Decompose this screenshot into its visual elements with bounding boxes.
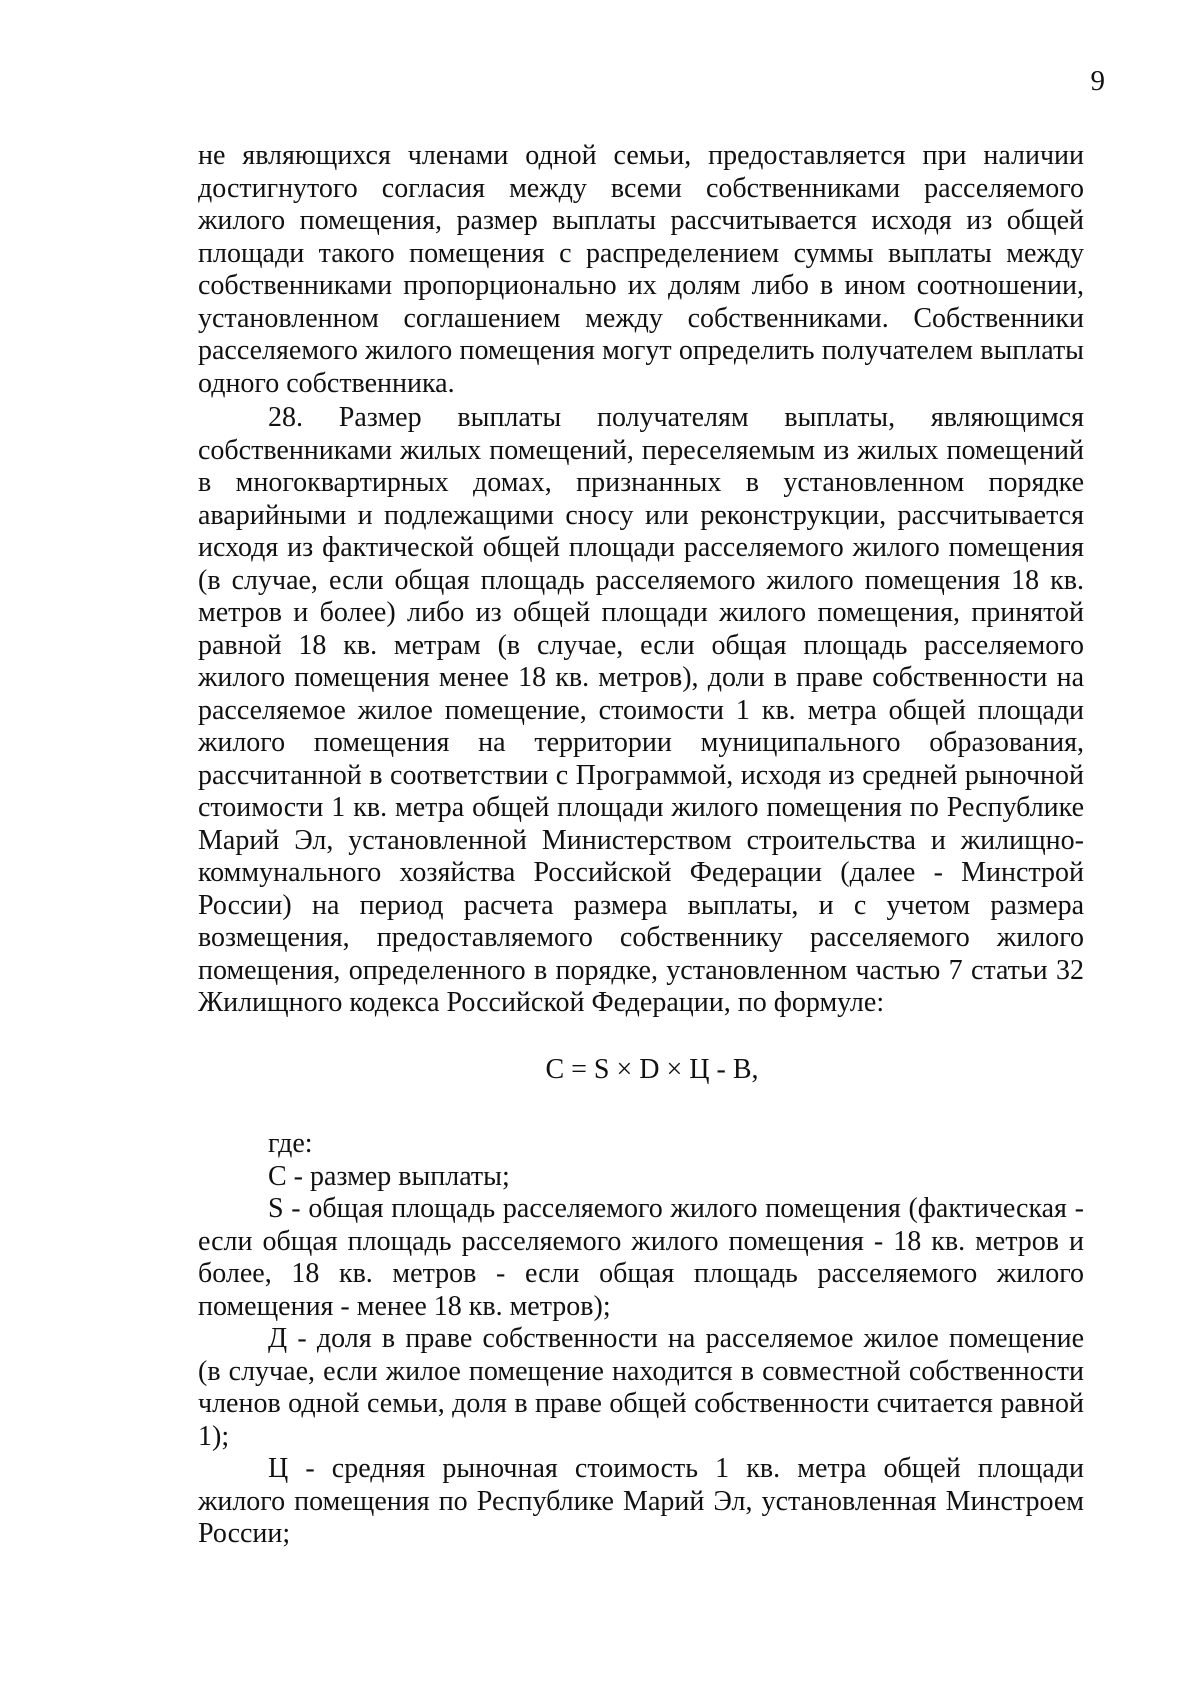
- definition-ts: Ц - средняя рыночная стоимость 1 кв. метра общей площади жилого помещения по Республике Марий Эл, установленная Минстроем России;: [198, 1453, 1084, 1549]
- definition-c: C - размер выплаты;: [268, 1160, 510, 1192]
- paragraph-28: 28. Размер выплаты получателям выплаты, являющимся собственниками жилых помещений, переселяемым из жилых помещений в многоквартирных домах, признанных в установленном порядке аварийными и подлежащими сносу или реконструкции, рассчитывается исходя из фактической общей площади расселяемого жилого помещения (в случае, если общая площадь расселяемого жилого помещения 18 кв. метров и более) либо из общей площади жилого помещения, принятой равной 18 кв. метрам (в случае, если общая площадь расселяемого жилого помещения менее 18 кв. метров), доли в праве собственности на расселяемое жилое помещение, стоимости 1 кв. метра общей площади жилого помещения на территории муниципального образования, рассчитанной в соответствии с Программой, исходя из средней рыночной стоимости 1 кв. метра общей площади жилого помещения по Республике Марий Эл, установленной Министерством строительства и жилищно-коммунального хозяйства Российской Федерации (далее - Минстрой России) на период расчета размера выплаты, и с учетом размера возмещения, предоставляемого собственнику расселяемого жилого помещения, определенного в порядке, установленном частью 7 статьи 32 Жилищного кодекса Российской Федерации, по формуле:: [198, 402, 1084, 1018]
- paragraph-continuation: не являющихся членами одной семьи, предоставляется при наличии достигнутого согласия между всеми собственниками расселяемого жилого помещения, размер выплаты рассчитывается исходя из общей площади такого помещения с распределением суммы выплаты между собственниками пропорционально их долям либо в ином соотношении, установленном соглашением между собственниками. Собственники расселяемого жилого помещения могут определить получателем выплаты одного собственника.: [198, 140, 1084, 399]
- definition-d: Д - доля в праве собственности на расселяемое жилое помещение (в случае, если жилое помещение находится в совместной собственности членов одной семьи, доля в праве общей собственности считается равной 1);: [198, 1323, 1084, 1452]
- definitions-intro: где:: [268, 1128, 313, 1159]
- page-number: 9: [1090, 65, 1105, 97]
- document-body: [198, 140, 1084, 1551]
- definition-s: S - общая площадь расселяемого жилого помещения (фактическая - если общая площадь расселяемого жилого помещения - 18 кв. метров и более, 18 кв. метров - если общая площадь расселяемого жилого помещения - менее 18 кв. метров);: [198, 1193, 1084, 1322]
- payment-formula: C = S × D × Ц - B,: [545, 1053, 759, 1085]
